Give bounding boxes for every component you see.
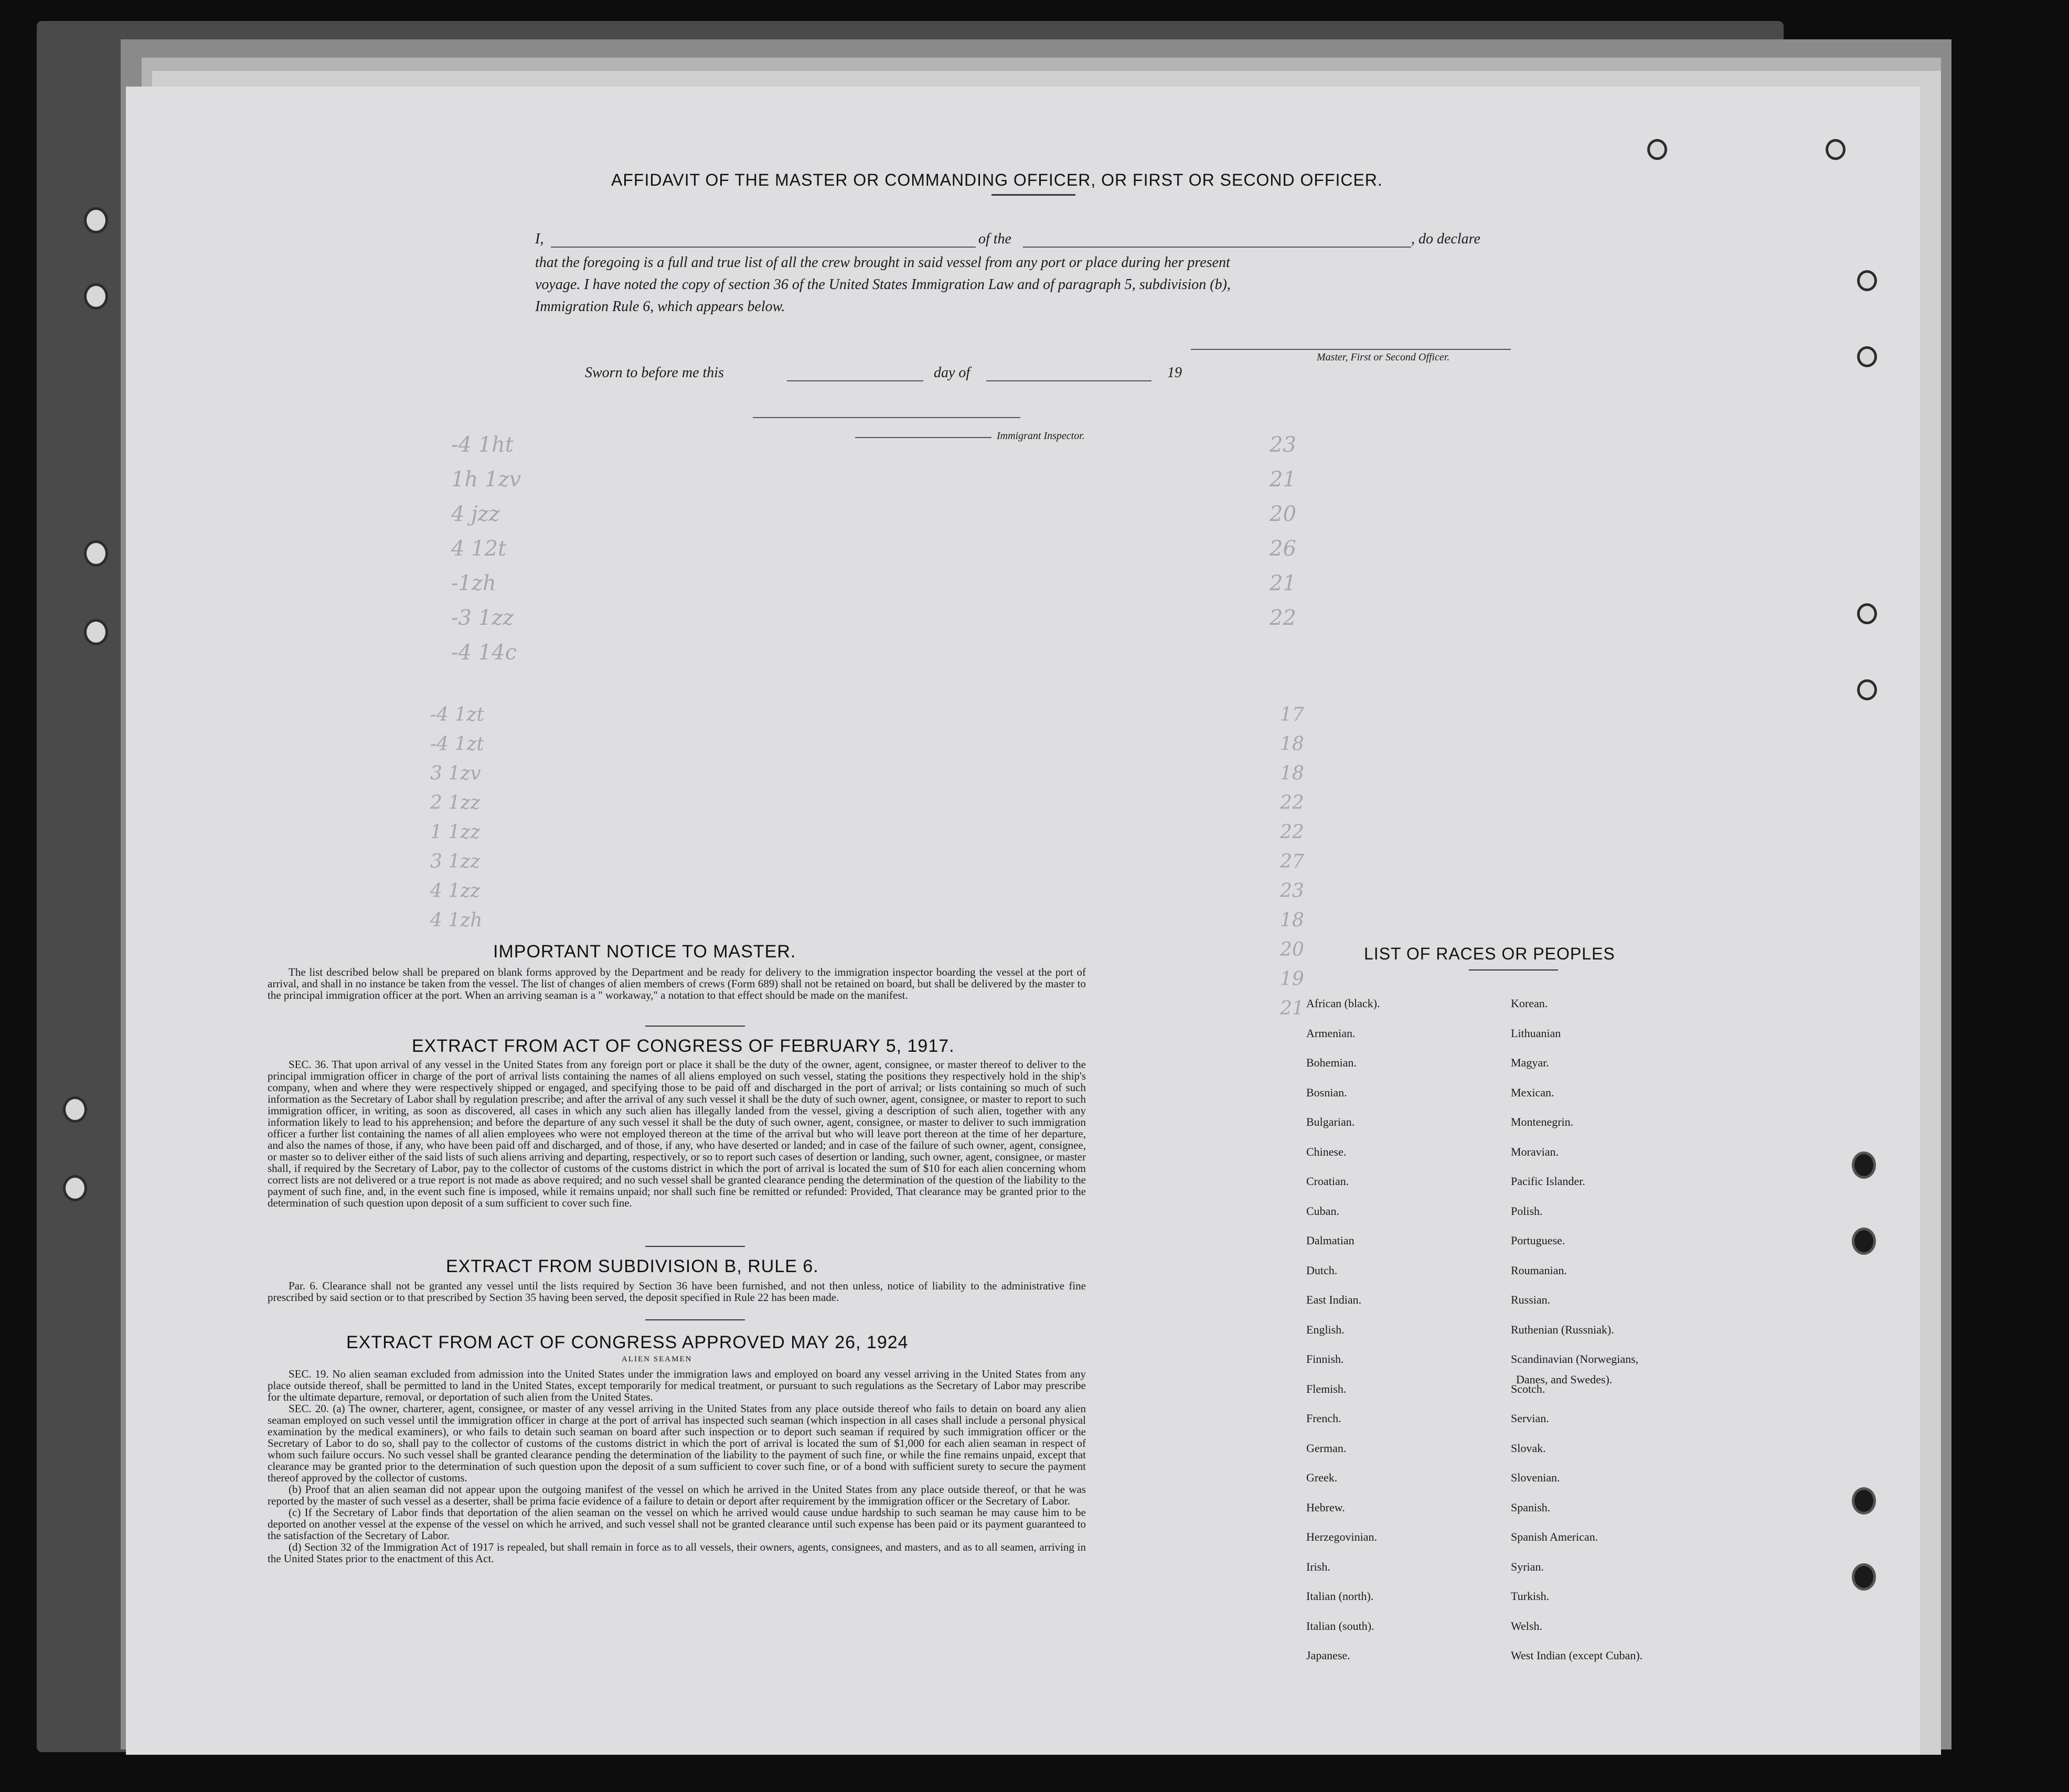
bleed-through-marks: 17 18 18 22 22 27 23 18 20 19 21 [1280,704,1304,1019]
affidavit-line-3: voyage. I have noted the copy of section 36 of the United States Immigration Law and of paragraph 5, subdivision (b), [535,276,1231,293]
sec-20d-paragraph: (d) Section 32 of the Immigration Act of 1917 is repealed, but shall remain in force as to all vessels, their owners, agents, consignees, and masters, and as to all seamen, arriving in the United States prior to the enactment of this Act. [268,1541,1086,1565]
seal-blank [753,417,1020,418]
notice-paragraph: The list described below shall be prepared on blank forms approved by the Department and be ready for delivery to the immigration inspector boarding the vessel at the port of arrival, and shall in no instance be taken from the vessel. The list of changes of alien members of crews (Form 689) shall not be retained on board, but shall be delivered by the master to the principal immigration officer at the port. When an arriving seaman is a " workaway," a notation to that effect should be made on the manifest. [268,966,1086,1001]
race-item: East Indian. [1306,1293,1362,1306]
page-hole [1852,1487,1876,1514]
notice-text [268,966,1086,1001]
sec-20c-paragraph: (c) If the Secretary of Labor finds that deportation of the alien seaman on the vessel on which he arrived would cause undue hardship to such seaman he may cause him to be deported on another vessel at the expense of the vessel on which he arrived, and such vessel shall not be granted clearance until such expense has been paid or its payment guaranteed to the satisfaction of the Secretary of Labor. [268,1506,1086,1542]
bleed-through-marks: -4 1zt -4 1zt 3 1zv 2 1zz 1 1zz 3 1zz 4 1zz 4 1zh [430,704,484,931]
race-item: Chinese. [1306,1145,1347,1158]
affidavit-line-4: Immigration Rule 6, which appears below. [535,298,785,315]
page-hole [1857,346,1877,367]
race-item: Servian. [1511,1412,1549,1425]
race-item: Bohemian. [1306,1056,1357,1069]
page-hole [1852,1151,1876,1179]
binder-hole [84,540,108,567]
race-item: African (black). [1306,997,1380,1010]
extract-1924-subtitle: ALIEN SEAMEN [622,1355,692,1363]
page-hole [1852,1563,1876,1591]
section-36-paragraph: SEC. 36. That upon arrival of any vessel in the United States from any foreign port or place it shall be the duty of the owner, agent, consignee, or master thereof to deliver to the principal immigration officer in charge of the port of arrival lists containing the names of all aliens employed on such vessel, stating the positions they respectively hold in the ship's company, when and where they were respectively shipped or engaged, and specifying those to be paid off and discharged in the port of arrival; or lists containing so much of such information as the Secretary of Labor shall by regulation prescribe; and after the arrival of any such vessel it shall be the duty of such owner, agent, consignee, or master to report to such immigration officer, in writing, as soon as discovered, all cases in which any such alien has illegally landed from the vessel, giving a description of such alien, together with any information likely to lead to his apprehension; and before the departure of any such vessel it shall be the duty of such owner, agent, consignee, or master to deliver to such immigration officer a further list containing the names of all alien employees who were not employed thereon at the time of the arrival but who will leave port thereon at the time of her departure, and also the names of those, if any, who have been paid off and discharged, and of those, if any, who have deserted or landed; and in case of the failure of such owner, agent, consignee, or master so to deliver either of the said lists of such aliens arriving and departing, respectively, or so to report such cases of desertion or landing, such owner, agent, consignee, or master shall, if required by the Secretary of Labor, pay to the collector of customs of the customs district in which the port of arrival is located the sum of $10 for each alien concerning whom correct lists are not delivered or a true report is not made as above required; and no such vessel shall be granted clearance pending the determination of the question of the liability to the payment of such fine, and, in the event such fine is imposed, while it remains unpaid; nor shall such fine be remitted or refunded: Provided, That clearance may be granted prior to the determination of such question upon deposit of a sum sufficient to cover such fine. [268,1058,1086,1209]
binder-hole [84,619,108,645]
signature-blank [1191,349,1511,350]
binder-hole [84,207,108,233]
race-item: Spanish. [1511,1500,1551,1514]
race-item: Montenegrin. [1511,1115,1574,1128]
affidavit-line-declare: , do declare [1411,231,1480,247]
inspector-blank [855,437,991,438]
races-title: LIST OF RACES OR PEOPLES [1364,944,1615,963]
race-item: Finnish. [1306,1352,1344,1366]
page-hole [1857,679,1877,700]
race-item: Magyar. [1511,1056,1549,1069]
race-item: Japanese. [1306,1649,1350,1662]
race-item: Italian (north). [1306,1590,1374,1603]
race-item: Dalmatian [1306,1234,1355,1247]
race-item: Hebrew. [1306,1500,1345,1514]
day-of-label: day of [934,365,970,381]
race-item: Armenian. [1306,1026,1356,1040]
race-item: Moravian. [1511,1145,1559,1158]
sec-19-paragraph: SEC. 19. No alien seaman excluded from admission into the United States under the immigration laws and employed on board any vessel arriving in the United States from any place outside thereof, shall be permitted to land in the United States, except temporarily for medical treatment, or pursuant to such regulations as the Secretary of Labor may prescribe for the ultimate departure, removal, or deportation of such alien from the United States. [268,1368,1086,1403]
binder-hole [63,1096,87,1123]
extract-rule6-text [268,1280,1086,1303]
divider [991,194,1075,196]
race-item: Dutch. [1306,1263,1338,1277]
race-item: Syrian. [1511,1560,1544,1573]
extract-rule6-title: EXTRACT FROM SUBDIVISION B, RULE 6. [446,1256,819,1276]
page-hole [1857,270,1877,291]
extract-1924-title: EXTRACT FROM ACT OF CONGRESS APPROVED MAY 26, 1924 [346,1332,909,1352]
race-item: Scandinavian (Norwegians, [1511,1352,1639,1366]
affidavit-title: AFFIDAVIT OF THE MASTER OR COMMANDING OFFICER, OR FIRST OR SECOND OFFICER. [611,170,1383,189]
month-blank [986,380,1151,381]
rule6-paragraph: Par. 6. Clearance shall not be granted any vessel until the lists required by Section 36 have been furnished, and not then unless, notice of liability to the administrative fine prescribed by said section or to that prescribed by Section 35 having been served, the deposit specified in Rule 22 has been made. [268,1279,1086,1304]
manifest-page [126,87,1920,1755]
divider [1469,969,1558,970]
race-item: Croatian. [1306,1175,1349,1188]
race-item: Irish. [1306,1560,1330,1573]
race-item: Russian. [1511,1293,1551,1306]
bleed-through-marks: 23 21 20 26 21 22 [1270,433,1296,630]
race-item: Slovenian. [1511,1471,1560,1484]
race-item: Herzegovinian. [1306,1530,1377,1543]
race-scandinavian-continuation: Danes, and Swedes). [1516,1373,1613,1386]
race-item: Welsh. [1511,1619,1542,1633]
affidavit-line-i: I, [535,231,544,247]
race-item: English. [1306,1322,1345,1336]
race-item: Lithuanian [1511,1026,1561,1040]
affidavit-line-of: of the [978,231,1011,247]
race-item: Scotch. [1511,1382,1545,1395]
race-item: Greek. [1306,1471,1338,1484]
race-item: Pacific Islander. [1511,1175,1585,1188]
page-hole [1857,603,1877,624]
race-item: German. [1306,1441,1347,1455]
race-item: Mexican. [1511,1085,1554,1099]
extract-1917-title: EXTRACT FROM ACT OF CONGRESS OF FEBRUARY 5, 1917. [412,1036,955,1056]
inspector-label: Immigrant Inspector. [997,430,1085,442]
binder-hole [84,283,108,310]
sec-20a-paragraph: SEC. 20. (a) The owner, charterer, agent, consignee, or master of any vessel arriving in the United States from any place outside thereof who fails to detain on board any alien seaman employed on such vessel until the immigration officer in charge at the port of arrival has inspected such seaman (which inspection in all cases shall include a personal physical examination by the medical examiners), or who fails to detain such seaman on board after such inspection or to deport such seaman if required by such immigration officer or the Secretary of Labor to do so, shall pay to the collector of customs of the customs district in which the port of arrival is located the sum of $1,000 for each alien seaman in respect of whom such failure occurs. No such vessel shall be granted clearance pending the determination of the liability to the payment of such fine, or while the fine remains unpaid, except that clearance may be granted prior to the determination of such question upon the deposit of a sum sufficient to cover such fine, or of a bond with sufficient surety to secure the payment thereof approved by the collector of customs. [268,1402,1086,1484]
race-item: Polish. [1511,1204,1543,1218]
signature-label: Master, First or Second Officer. [1317,351,1450,363]
divider [645,1319,745,1320]
sworn-label: Sworn to before me this [585,365,724,381]
divider [645,1026,745,1027]
race-item: Spanish American. [1511,1530,1598,1543]
race-item: West Indian (except Cuban). [1511,1649,1643,1662]
affidavit-line-2: that the foregoing is a full and true list of all the crew brought in said vessel from any port or place during her present [535,254,1230,271]
page-hole [1826,139,1846,160]
notice-title: IMPORTANT NOTICE TO MASTER. [493,942,796,962]
sec-20b-paragraph: (b) Proof that an alien seaman did not appear upon the outgoing manifest of the vessel on which he arrived in the United States from any place outside thereof, or that he was reported by the master of such vessel as a deserter, shall be prima facie evidence of a failure to detain or deport after requirement by the immigration officer or the Secretary of Labor. [268,1483,1086,1507]
divider [645,1246,745,1247]
year-label: 19 [1167,365,1182,381]
race-item: Bulgarian. [1306,1115,1355,1128]
race-item: French. [1306,1412,1341,1425]
extract-1924-text [268,1368,1086,1564]
bleed-through-marks: -4 1ht 1h 1zv 4 jzz 4 12t -1zh -3 1zz -4 14c [451,433,521,665]
race-item: Korean. [1511,997,1548,1010]
extract-1917-text [268,1059,1086,1209]
race-item: Bosnian. [1306,1085,1347,1099]
binder-hole [63,1175,87,1201]
race-item: Slovak. [1511,1441,1546,1455]
race-item: Roumanian. [1511,1263,1567,1277]
race-item: Flemish. [1306,1382,1347,1395]
vessel-blank [1023,247,1411,248]
race-item: Ruthenian (Russniak). [1511,1322,1614,1336]
race-item: Turkish. [1511,1590,1550,1603]
name-blank [551,247,976,248]
race-item: Portuguese. [1511,1234,1565,1247]
race-item: Cuban. [1306,1204,1339,1218]
page-hole [1647,139,1667,160]
race-item: Italian (south). [1306,1619,1374,1633]
page-hole [1852,1228,1876,1255]
day-blank [787,380,923,381]
